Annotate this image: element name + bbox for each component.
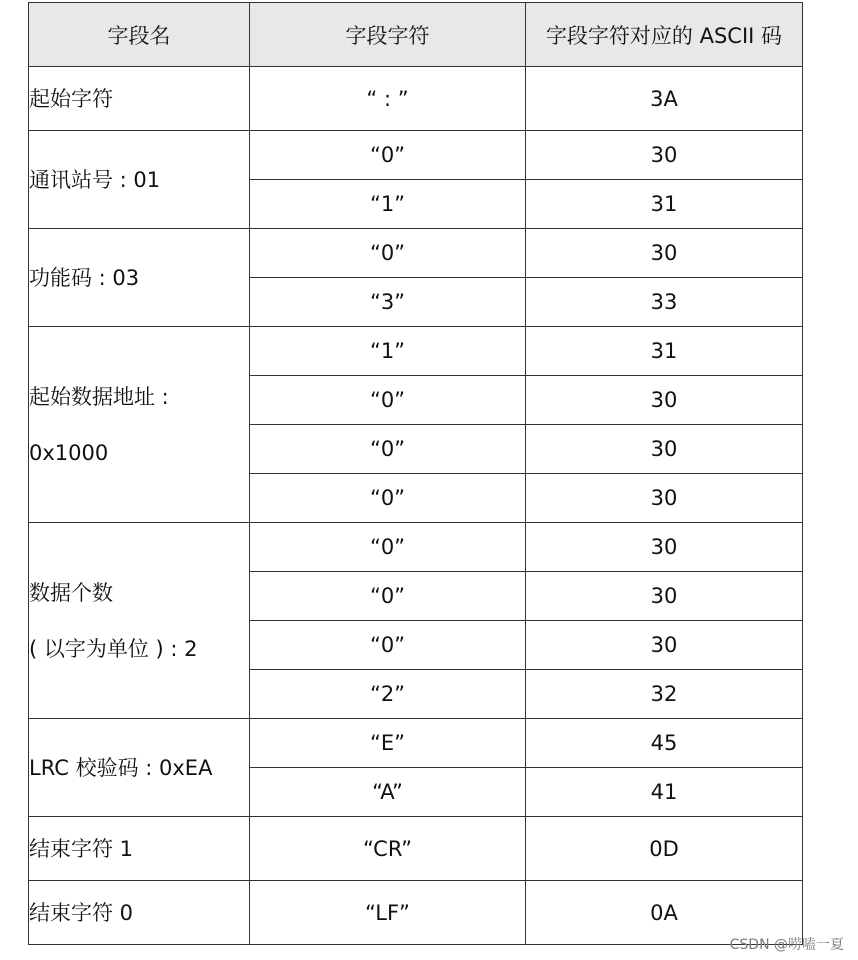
field-name-cell xyxy=(29,327,250,523)
ascii-code-cell: 0D xyxy=(526,817,803,881)
field-char-cell: “0” xyxy=(250,229,526,278)
field-name-cell xyxy=(29,817,250,881)
ascii-code-cell: 30 xyxy=(526,229,803,278)
ascii-code-cell: 0A xyxy=(526,881,803,945)
field-char-cell: “0” xyxy=(250,523,526,572)
field-name-text: 通讯站号 : 01 xyxy=(29,167,161,192)
field-name-cell xyxy=(29,67,250,131)
ascii-code-cell: 41 xyxy=(526,768,803,817)
ascii-code-cell: 30 xyxy=(526,621,803,670)
table-row xyxy=(29,719,803,768)
field-char-cell: “1” xyxy=(250,180,526,229)
field-name-text: 结束字符 0 xyxy=(29,900,134,925)
field-char-cell: “0” xyxy=(250,376,526,425)
field-name-text: 起始数据地址 : 0x1000 xyxy=(29,384,169,465)
table-row xyxy=(29,67,803,131)
table-row xyxy=(29,327,803,376)
ascii-code-cell: 31 xyxy=(526,327,803,376)
table-body xyxy=(29,67,803,945)
field-char-cell: “1” xyxy=(250,327,526,376)
field-char-cell: “2” xyxy=(250,670,526,719)
ascii-code-cell: 30 xyxy=(526,572,803,621)
header-ascii-code: 字段字符对应的 ASCII 码 xyxy=(526,3,803,67)
header-field-char: 字段字符 xyxy=(250,3,526,67)
field-char-cell: “0” xyxy=(250,474,526,523)
ascii-code-cell: 33 xyxy=(526,278,803,327)
field-char-cell: “0” xyxy=(250,572,526,621)
field-name-cell xyxy=(29,131,250,229)
field-char-cell: “0” xyxy=(250,621,526,670)
field-char-cell: “A” xyxy=(250,768,526,817)
field-char-cell: “0” xyxy=(250,131,526,180)
table-row xyxy=(29,131,803,180)
field-char-cell: “3” xyxy=(250,278,526,327)
table-row xyxy=(29,881,803,945)
ascii-frame-table xyxy=(28,2,803,945)
table-row xyxy=(29,817,803,881)
field-name-text: 数据个数 xyxy=(29,580,113,605)
ascii-code-cell: 30 xyxy=(526,523,803,572)
field-name-text: 结束字符 1 xyxy=(29,836,134,861)
ascii-code-cell: 3A xyxy=(526,67,803,131)
table-row xyxy=(29,523,803,572)
field-name-cell xyxy=(29,881,250,945)
field-name-cell xyxy=(29,719,250,817)
field-name-cell xyxy=(29,523,250,719)
field-name-text: 起始字符 xyxy=(29,86,113,111)
ascii-code-cell: 30 xyxy=(526,474,803,523)
header-field-name: 字段名 xyxy=(29,3,250,67)
ascii-code-cell: 45 xyxy=(526,719,803,768)
field-char-cell: “ : ” xyxy=(250,67,526,131)
field-char-cell: “0” xyxy=(250,425,526,474)
ascii-code-cell: 32 xyxy=(526,670,803,719)
field-char-cell: “CR” xyxy=(250,817,526,881)
field-name-text: ( 以字为单位 ) : 2 xyxy=(29,636,198,661)
header-row xyxy=(29,3,803,67)
csdn-watermark: CSDN @唠嗑一夏 xyxy=(729,937,844,953)
ascii-code-cell: 31 xyxy=(526,180,803,229)
field-name-text: 功能码 : 03 xyxy=(29,265,140,290)
field-char-cell: “LF” xyxy=(250,881,526,945)
ascii-code-cell: 30 xyxy=(526,131,803,180)
field-name-text: LRC 校验码 : 0xEA xyxy=(29,755,213,780)
ascii-code-cell: 30 xyxy=(526,425,803,474)
table-row xyxy=(29,229,803,278)
ascii-code-cell: 30 xyxy=(526,376,803,425)
field-name-cell xyxy=(29,229,250,327)
field-char-cell: “E” xyxy=(250,719,526,768)
